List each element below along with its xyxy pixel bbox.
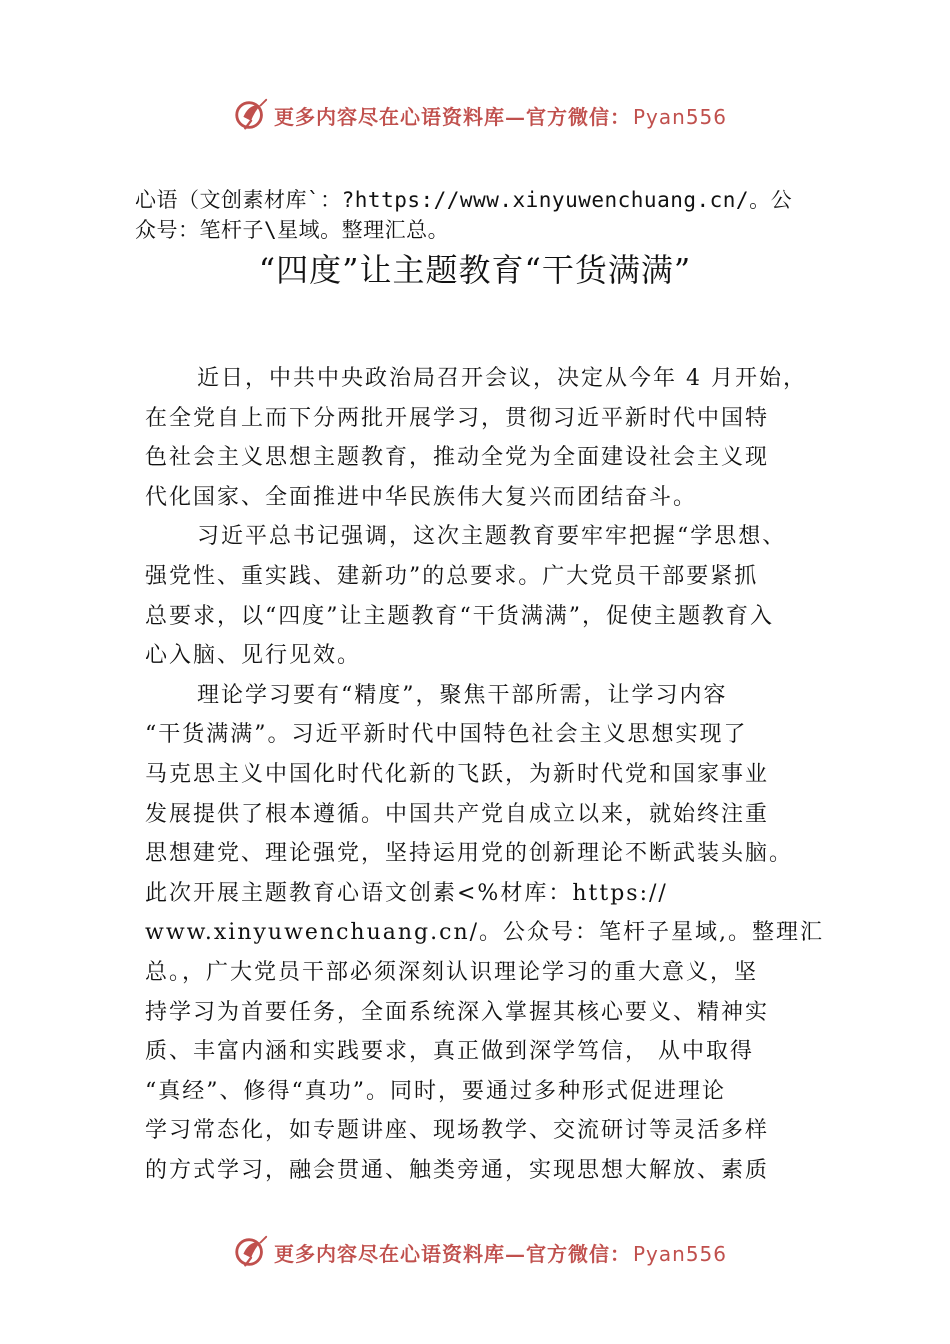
body-line: 心入脑、见行见效。 [145, 643, 362, 669]
body-line: www.xinyuwenchuang.cn/。公众号：笔杆子星域,。整理汇 [145, 920, 825, 946]
body-line: “真经”、修得“真功”。同时，要通过多种形式促进理论 [145, 1078, 726, 1104]
header-banner [232, 95, 727, 135]
banner-account: Pyan556 [633, 104, 728, 129]
article-title: “四度”让主题教育“干货满满” [258, 251, 692, 289]
body-line: 习近平总书记强调，这次主题教育要牢牢把握“学思想、 [197, 524, 787, 550]
body-line: 色社会主义思想主题教育，推动全党为全面建设社会主义现 [145, 445, 770, 471]
banner-account: Pyan556 [633, 1241, 728, 1266]
body-line: 思想建党、理论强党，坚持运用党的创新理论不断武装头脑。 [145, 841, 794, 867]
footer-banner [232, 1232, 727, 1272]
banner-text: 更多内容尽在心语资料库—官方微信： Pyan556 [274, 1241, 728, 1266]
body-line: 总。，广大党员干部必须深刻认识理论学习的重大意义，坚 [145, 959, 759, 985]
body-line: 学习常态化，如专题讲座、现场教学、交流研讨等灵活多样 [145, 1118, 770, 1144]
body-line: “干货满满”。习近平新时代中国特色社会主义思想实现了 [145, 722, 748, 748]
body-line: 此次开展主题教育心语文创素<%材库：https:// [145, 880, 668, 906]
body-line: 马克思主义中国化时代化新的飞跃，为新时代党和国家事业 [145, 761, 770, 787]
pen-logo-icon [232, 1233, 270, 1271]
body-line: 强党性、重实践、建新功”的总要求。广大党员干部要紧抓 [145, 563, 759, 589]
body-line: 在全党自上而下分两批开展学习，贯彻习近平新时代中国特 [145, 405, 770, 431]
article-body [145, 359, 825, 1190]
body-line: 发展提供了根本遵循。中国共产党自成立以来，就始终注重 [145, 801, 770, 827]
pen-logo-icon [232, 96, 270, 134]
body-line: 总要求，以“四度”让主题教育“干货满满”，促使主题教育入 [145, 603, 774, 629]
body-line: 理论学习要有“精度”，聚焦干部所需，让学习内容 [197, 682, 728, 708]
body-line: 的方式学习，融会贯通、触类旁通，实现思想大解放、素质 [145, 1157, 770, 1183]
body-line: 代化国家、全面推进中华民族伟大复兴而团结奋斗。 [145, 484, 698, 510]
source-note [135, 185, 835, 245]
source-note-line: 众号：笔杆子\星域。整理汇总。 [135, 218, 450, 242]
body-line: 质、丰富内涵和实践要求，真正做到深学笃信， 从中取得 [145, 1039, 754, 1065]
body-line: 持学习为首要任务，全面系统深入掌握其核心要义、精神实 [145, 999, 770, 1025]
body-line: 近日，中共中央政治局召开会议，决定从今年 4 月开始， [197, 366, 807, 391]
banner-text: 更多内容尽在心语资料库—官方微信： Pyan556 [274, 104, 728, 129]
source-note-line: 心语（文创素材库`：?https://www.xinyuwenchuang.cn/。公 [135, 188, 793, 212]
